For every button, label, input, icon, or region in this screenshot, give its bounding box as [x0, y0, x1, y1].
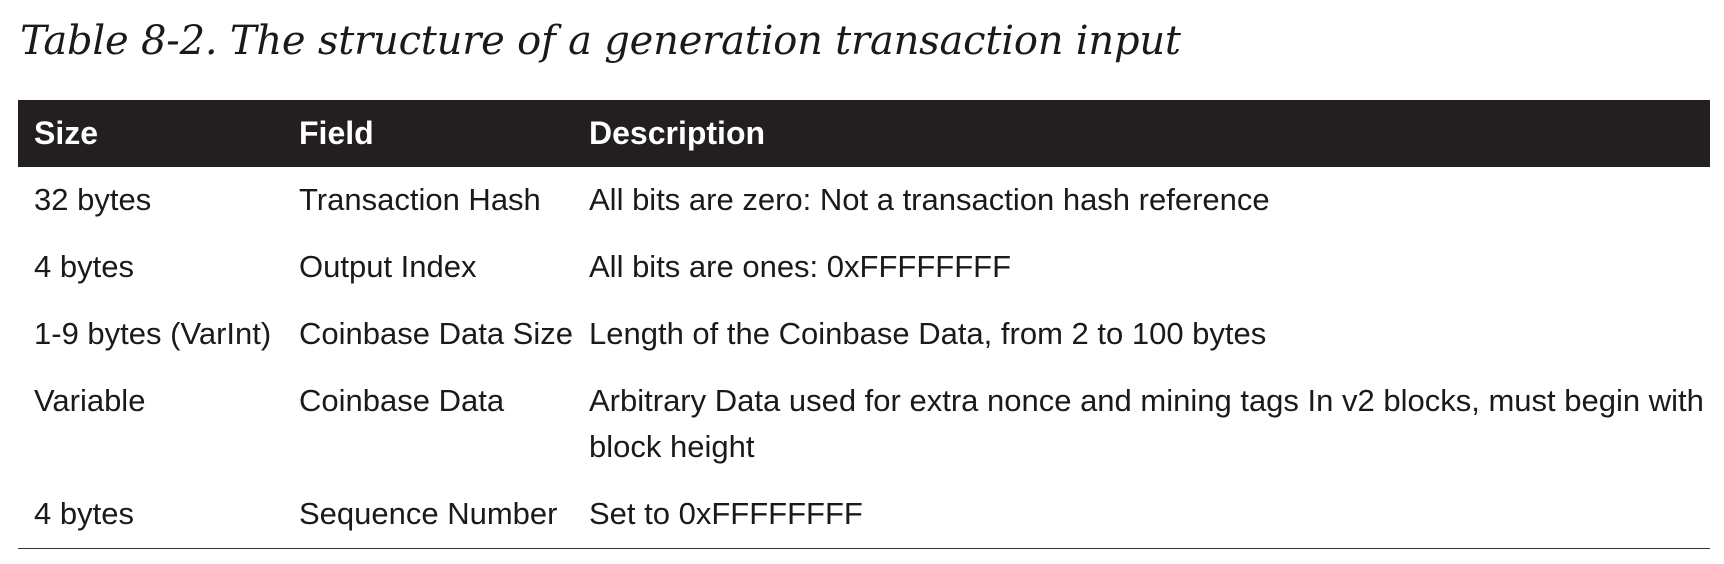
header-size: Size: [34, 115, 99, 151]
cell-field: Output Index: [299, 249, 477, 284]
cell-field: Transaction Hash: [299, 182, 541, 217]
table-row: [18, 234, 1710, 301]
table-row: [18, 301, 1710, 368]
table-caption: Table 8-2. The structure of a generation transaction input: [20, 18, 1181, 64]
cell-field: Coinbase Data: [299, 383, 505, 418]
cell-size: 1-9 bytes (VarInt): [34, 316, 272, 351]
table-row: [18, 167, 1710, 234]
table-header: [18, 100, 1710, 167]
cell-description: All bits are zero: Not a transaction hash reference: [589, 182, 1270, 217]
cell-size: 32 bytes: [34, 182, 152, 217]
header-row: [18, 100, 1710, 167]
generation-input-structure-table: [18, 100, 1710, 549]
cell-description: Arbitrary Data used for extra nonce and mining tags In v2 blocks, must begin with block height: [589, 383, 1704, 464]
cell-description: Length of the Coinbase Data, from 2 to 100 bytes: [589, 316, 1267, 351]
cell-size: Variable: [34, 383, 146, 418]
header-description: Description: [589, 115, 766, 151]
cell-description: Set to 0xFFFFFFFF: [573, 481, 1710, 549]
header-field: Field: [299, 115, 374, 151]
cell-description: All bits are ones: 0xFFFFFFFF: [589, 249, 1012, 284]
table-row: [18, 368, 1710, 481]
cell-size: 4 bytes: [18, 481, 283, 549]
table-row: [18, 481, 1710, 549]
table-body: [18, 167, 1710, 549]
cell-size: 4 bytes: [34, 249, 134, 284]
cell-field: Coinbase Data Size: [299, 316, 573, 351]
cell-field: Sequence Number: [283, 481, 573, 549]
